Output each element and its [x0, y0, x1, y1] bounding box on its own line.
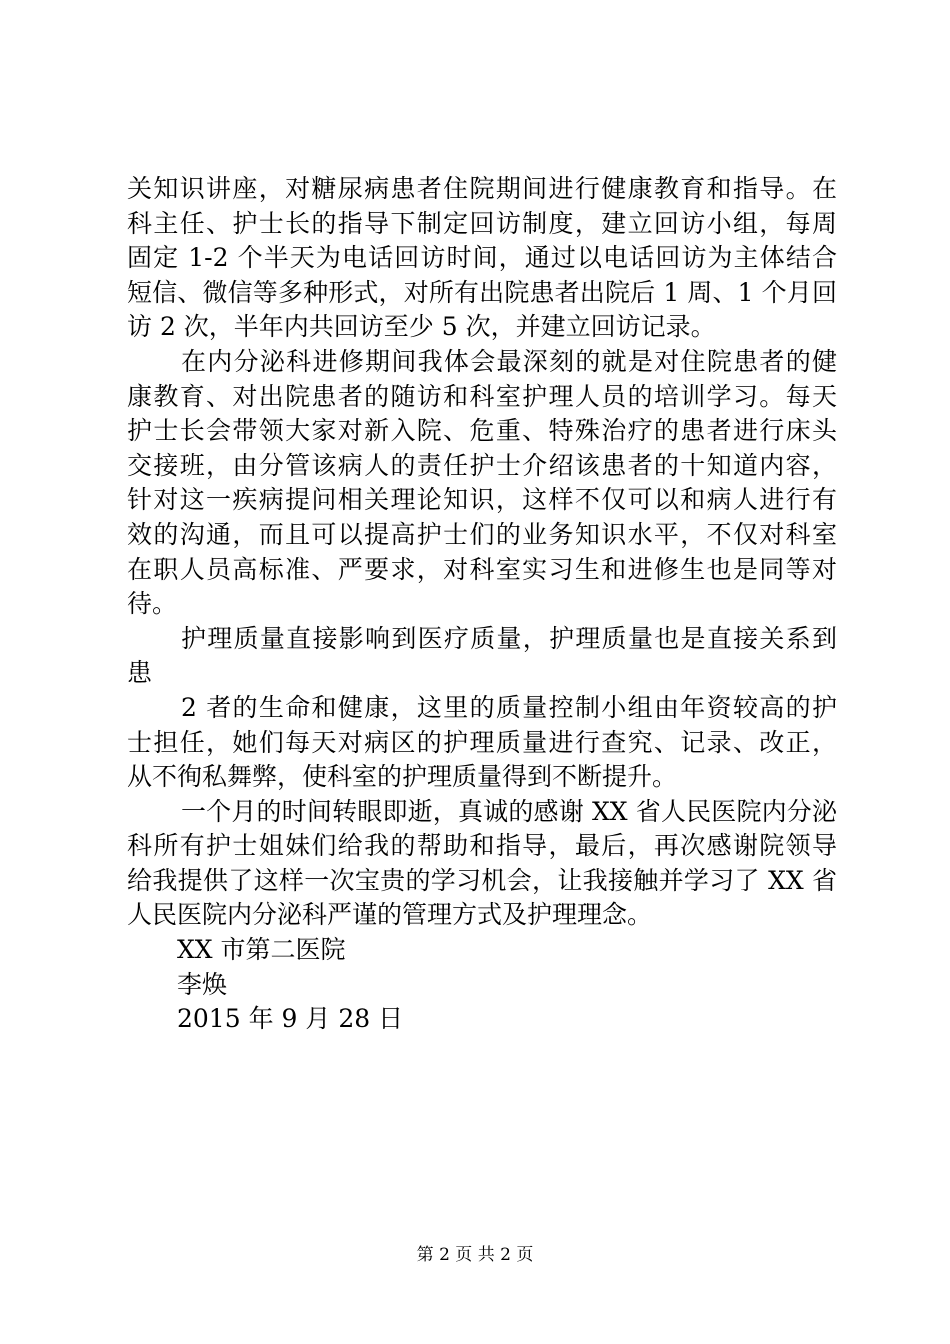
- text-line: 效的沟通，而且可以提高护士们的业务知识水平，不仅对科室: [127, 519, 837, 549]
- signature-line: XX 市第二医院: [177, 935, 346, 965]
- text-line: 一个月的时间转眼即逝，真诚的感谢 XX 省人民医院内分泌: [181, 796, 837, 826]
- text-line: 患: [127, 658, 153, 688]
- text-line: 在职人员高标准、严要求，对科室实习生和进修生也是同等对: [127, 554, 837, 584]
- text-line: 给我提供了这样一次宝贵的学习机会，让我接触并学习了 XX 省: [127, 865, 837, 895]
- text-line: 在内分泌科进修期间我体会最深刻的就是对住院患者的健: [181, 346, 837, 376]
- signature-line: 2015 年 9 月 28 日: [177, 1004, 404, 1034]
- text-line: 护理质量直接影响到医疗质量，护理质量也是直接关系到: [181, 623, 837, 653]
- text-line: 待。: [127, 589, 178, 619]
- text-line: 交接班，由分管该病人的责任护士介绍该患者的十知道内容，: [127, 450, 837, 480]
- text-line: 护士长会带领大家对新入院、危重、特殊治疗的患者进行床头: [127, 416, 837, 446]
- text-line: 关知识讲座，对糖尿病患者住院期间进行健康教育和指导。在: [127, 174, 837, 203]
- text-line: 2 者的生命和健康，这里的质量控制小组由年资较高的护: [181, 692, 837, 722]
- text-line: 短信、微信等多种形式，对所有出院患者出院后 1 周、1 个月回: [127, 277, 837, 307]
- text-line: 士担任，她们每天对病区的护理质量进行查究、记录、改正，: [127, 727, 837, 757]
- text-line: 康教育、对出院患者的随访和科室护理人员的培训学习。每天: [127, 381, 837, 411]
- signature-line: 李焕: [177, 969, 228, 999]
- text-line: 从不徇私舞弊，使科室的护理质量得到不断提升。: [127, 762, 678, 792]
- text-line: 人民医院内分泌科严谨的管理方式及护理理念。: [127, 900, 653, 930]
- document-body: [127, 172, 837, 1037]
- text-line: 针对这一疾病提问相关理论知识，这样不仅可以和病人进行有: [127, 485, 837, 515]
- text-line: 固定 1-2 个半天为电话回访时间，通过以电话回访为主体结合: [127, 243, 837, 273]
- text-line: 科主任、护士长的指导下制定回访制度，建立回访小组，每周: [127, 208, 837, 238]
- page-footer: 第 2 页 共 2 页: [416, 1245, 534, 1265]
- text-line: 科所有护士姐妹们给我的帮助和指导，最后，再次感谢院领导: [127, 831, 837, 861]
- text-line: 访 2 次，半年内共回访至少 5 次，并建立回访记录。: [127, 312, 716, 342]
